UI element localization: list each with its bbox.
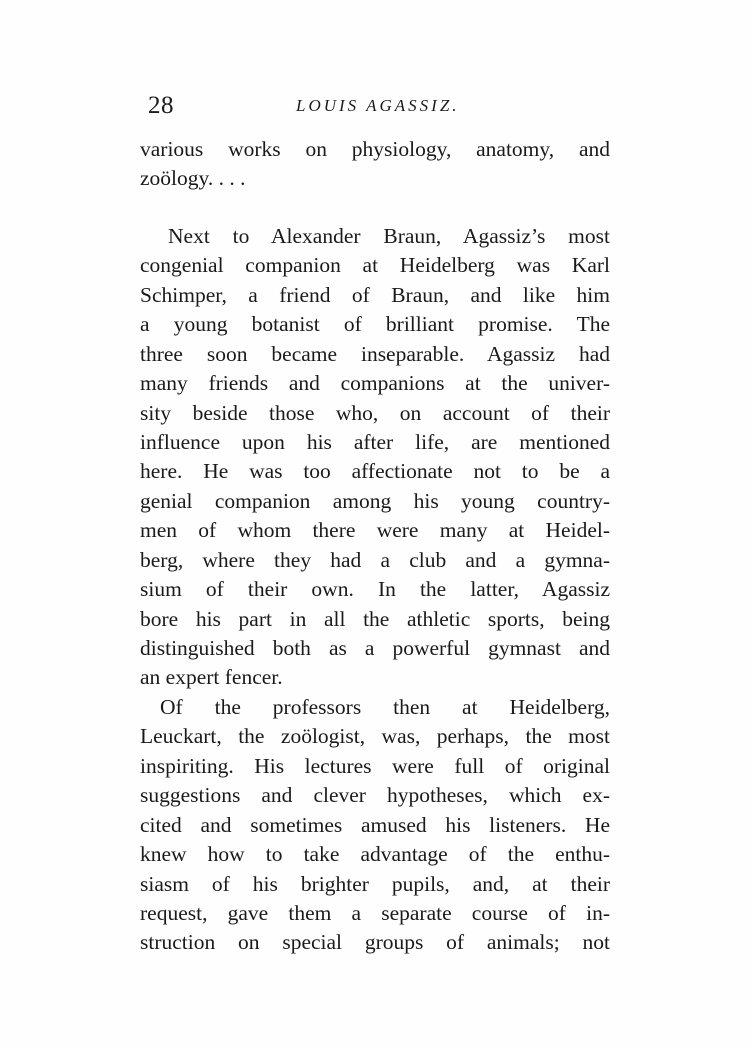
text-line: zoölogy. . . . [140, 166, 246, 191]
page-number: 28 [148, 92, 174, 119]
page-header [148, 92, 618, 122]
text-line: Of the professors then at Heidelberg, [160, 694, 610, 719]
body-text [140, 135, 610, 958]
paragraph-3 [140, 693, 610, 958]
text-line: Schimper, a friend of Braun, and like him [140, 282, 610, 307]
text-line: inspiriting. His lectures were full of original [140, 753, 610, 778]
text-line: a young botanist of brilliant promise. The [140, 312, 610, 337]
text-line: knew how to take advantage of the enthu- [140, 842, 610, 867]
text-line: genial companion among his young country- [140, 488, 610, 513]
text-line: cited and sometimes amused his listeners. He [140, 812, 610, 837]
text-line: siasm of his brighter pupils, and, at their [140, 871, 610, 896]
text-line: suggestions and clever hypotheses, which ex- [140, 783, 610, 808]
text-line: distinguished both as a powerful gymnast and [140, 636, 610, 660]
paragraph-2 [140, 222, 610, 693]
text-line: various works on physiology, anatomy, and [140, 137, 610, 161]
text-line: an expert fencer. [140, 665, 283, 690]
text-line: many friends and companions at the univer- [140, 371, 610, 396]
text-line: three soon became inseparable. Agassiz had [140, 341, 610, 366]
text-line: influence upon his after life, are mentioned [140, 429, 610, 454]
running-title: LOUIS AGASSIZ. [296, 96, 460, 115]
text-line: Next to Alexander Braun, Agassiz’s most [168, 223, 610, 248]
text-line: here. He was too affectionate not to be a [140, 459, 610, 484]
text-line: berg, where they had a club and a gymna- [140, 547, 610, 572]
text-line: bore his part in all the athletic sports, being [140, 606, 610, 631]
text-line: struction on special groups of animals; not [140, 930, 610, 955]
text-line: men of whom there were many at Heidel- [140, 518, 610, 543]
paragraph-1 [140, 135, 610, 194]
text-line: congenial companion at Heidelberg was Karl [140, 253, 610, 278]
text-line: request, gave them a separate course of in- [140, 900, 610, 925]
text-line: sity beside those who, on account of their [140, 400, 610, 425]
text-line: sium of their own. In the latter, Agassiz [140, 577, 610, 602]
text-line: Leuckart, the zoölogist, was, perhaps, the most [140, 724, 610, 749]
